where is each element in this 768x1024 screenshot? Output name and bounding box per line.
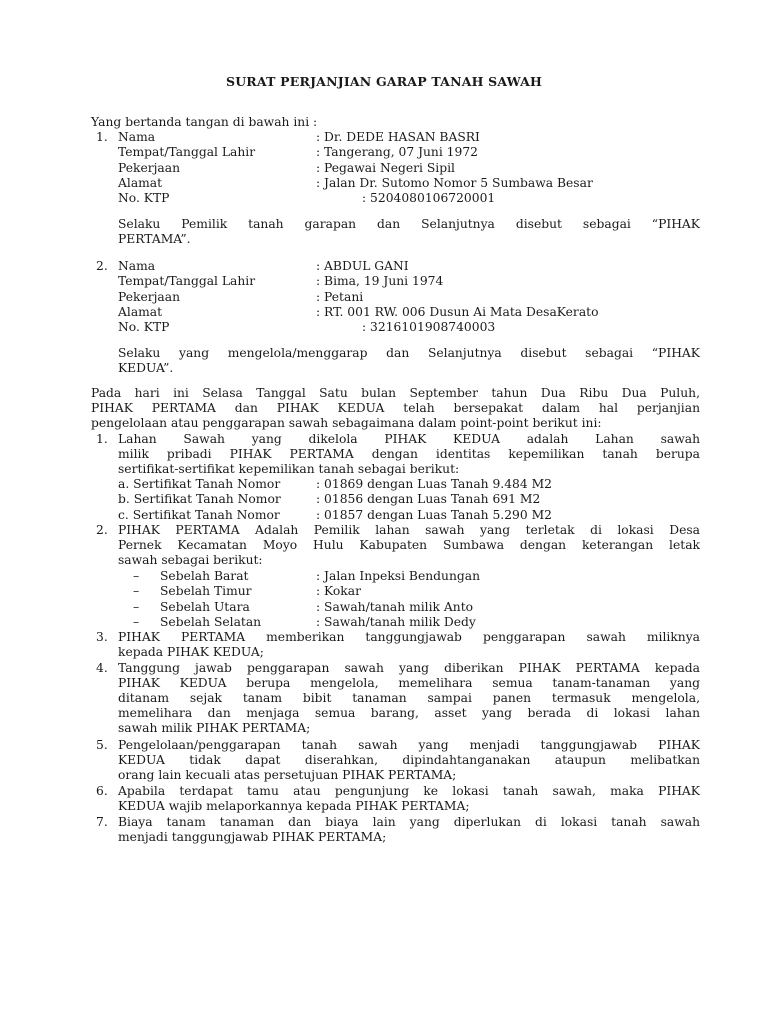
document-title: SURAT PERJANJIAN GARAP TANAH SAWAH: [225, 74, 543, 89]
field-value: : Bima, 19 Juni 1974: [316, 274, 444, 289]
agreement-intro-line-1: Pada hari ini Selasa Tanggal Satu bulan September tahun Dua Ribu Dua Puluh,: [91, 386, 700, 400]
point-1-number: 1.: [96, 432, 108, 446]
point-6-number: 6.: [96, 784, 108, 798]
agreement-intro-line-3: pengelolaan atau penggarapan sawah sebagaimana dalam point-point berikut ini:: [91, 416, 602, 430]
certificate-value: : 01857 dengan Luas Tanah 5.290 M2: [316, 507, 553, 522]
field-label: Alamat: [118, 304, 163, 319]
dash-bullet: –: [133, 584, 140, 599]
party-2-statement-line-1: Selaku yang mengelola/menggarap dan Selanjutnya disebut sebagai “PIHAK: [118, 346, 700, 360]
certificate-item: [0, 492, 768, 507]
point-4-line-1: Tanggung jawab penggarapan sawah yang diberikan PIHAK PERTAMA kepada: [118, 661, 700, 675]
border-item: [0, 584, 768, 599]
border-value: : Kokar: [316, 584, 361, 599]
certificate-label: b. Sertifikat Tanah Nomor: [118, 492, 281, 507]
field-value: : Petani: [316, 289, 364, 304]
field-value: : 5204080106720001: [362, 191, 496, 206]
border-list: [0, 569, 768, 630]
border-item: [0, 569, 768, 584]
agreement-intro-line-2: PIHAK PERTAMA dan PIHAK KEDUA telah bersepakat dalam hal perjanjian: [91, 401, 700, 415]
point-4-line-5: sawah milik PIHAK PERTAMA;: [118, 721, 311, 735]
party-1-birth-row: [0, 145, 768, 160]
party-2-job-row: [0, 290, 768, 305]
certificate-value: : 01869 dengan Luas Tanah 9.484 M2: [316, 477, 553, 491]
field-label: Alamat: [118, 175, 163, 190]
party-1-ktp-row: [0, 191, 768, 206]
field-value: : Jalan Dr. Sutomo Nomor 5 Sumbawa Besar: [316, 175, 593, 190]
point-7-line-2: menjadi tanggungjawab PIHAK PERTAMA;: [118, 830, 387, 844]
intro-line: Yang bertanda tangan di bawah ini :: [91, 115, 318, 129]
point-7-number: 7.: [96, 815, 108, 829]
party-2-number: 2.: [96, 259, 108, 273]
dash-bullet: –: [133, 599, 140, 614]
dash-bullet: –: [133, 614, 140, 629]
point-4-number: 4.: [96, 661, 108, 675]
border-value: : Sawah/tanah milik Anto: [316, 599, 474, 614]
party-2-birth-row: [0, 274, 768, 289]
field-label: Tempat/Tanggal Lahir: [118, 274, 256, 289]
field-label: Nama: [118, 130, 156, 144]
certificate-label: a. Sertifikat Tanah Nomor: [118, 477, 281, 491]
party-1-statement-line-1: Selaku Pemilik tanah garapan dan Selanjutnya disebut sebagai “PIHAK: [118, 217, 700, 231]
field-label: Pekerjaan: [118, 160, 181, 175]
border-label: Sebelah Timur: [160, 584, 252, 599]
border-value: : Sawah/tanah milik Dedy: [316, 614, 476, 629]
party-2-ktp-row: [0, 320, 768, 335]
party-1-number: 1.: [96, 130, 108, 144]
point-2-line-3: sawah sebagai berikut:: [118, 553, 263, 567]
certificate-item: [0, 508, 768, 523]
dash-bullet: –: [133, 569, 140, 583]
border-value: : Jalan Inpeksi Bendungan: [316, 569, 481, 583]
point-1-line-2: milik pribadi PIHAK PERTAMA dengan identitas kepemilikan tanah berupa: [118, 447, 700, 461]
point-6-line-1: Apabila terdapat tamu atau pengunjung ke lokasi tanah sawah, maka PIHAK: [118, 784, 700, 798]
party-2-section: [0, 259, 768, 335]
point-2-line-1: PIHAK PERTAMA Adalah Pemilik lahan sawah yang terletak di lokasi Desa: [118, 523, 700, 537]
point-1-line-1: Lahan Sawah yang dikelola PIHAK KEDUA adalah Lahan sawah: [118, 432, 700, 446]
party-1-address-row: [0, 176, 768, 191]
certificate-item: [0, 477, 768, 492]
party-1-section: [0, 130, 768, 206]
certificate-value: : 01856 dengan Luas Tanah 691 M2: [316, 492, 541, 507]
border-item: [0, 615, 768, 630]
field-label: Tempat/Tanggal Lahir: [118, 145, 256, 160]
party-2-name-row: [0, 259, 768, 274]
party-2-address-row: [0, 305, 768, 320]
border-label: Sebelah Selatan: [160, 614, 262, 629]
point-4-line-4: memelihara dan menjaga semua barang, asset yang berada di lokasi lahan: [118, 706, 700, 720]
point-4-line-2: PIHAK KEDUA berupa mengelola, memelihara semua tanam-tanaman yang: [118, 676, 700, 690]
point-3-line-1: PIHAK PERTAMA memberikan tanggungjawab penggarapan sawah miliknya: [118, 630, 700, 644]
border-item: [0, 600, 768, 615]
certificate-label: c. Sertifikat Tanah Nomor: [118, 507, 280, 522]
certificate-list: [0, 477, 768, 523]
field-value: : ABDUL GANI: [316, 259, 409, 273]
border-label: Sebelah Utara: [160, 599, 250, 614]
field-label: Nama: [118, 259, 156, 273]
point-6-line-2: KEDUA wajib melaporkannya kepada PIHAK PERTAMA;: [118, 799, 470, 813]
field-value: : Dr. DEDE HASAN BASRI: [316, 130, 480, 144]
party-2-statement-line-2: KEDUA”.: [118, 361, 174, 375]
point-5-line-2: KEDUA tidak dapat diserahkan, dipindahtanganakan ataupun melibatkan: [118, 753, 700, 767]
point-4-line-3: ditanam sejak tanam bibit tanaman sampai panen termasuk mengelola,: [118, 691, 700, 705]
party-1-job-row: [0, 161, 768, 176]
point-2-line-2: Pernek Kecamatan Moyo Hulu Kabupaten Sumbawa dengan keterangan letak: [118, 538, 700, 552]
point-2-number: 2.: [96, 523, 108, 537]
field-value: : Pegawai Negeri Sipil: [316, 160, 455, 175]
point-5-line-1: Pengelolaan/penggarapan tanah sawah yang menjadi tanggungjawab PIHAK: [118, 738, 700, 752]
field-value: : 3216101908740003: [362, 320, 496, 335]
field-label: No. KTP: [118, 191, 170, 206]
field-value: : RT. 001 RW. 006 Dusun Ai Mata DesaKerato: [316, 304, 599, 319]
point-1-line-3: sertifikat-sertifikat kepemilikan tanah sebagai berikut:: [118, 462, 460, 476]
point-5-number: 5.: [96, 738, 108, 752]
field-label: Pekerjaan: [118, 289, 181, 304]
point-3-number: 3.: [96, 630, 108, 644]
field-value: : Tangerang, 07 Juni 1972: [316, 145, 478, 160]
point-3-line-2: kepada PIHAK KEDUA;: [118, 645, 264, 659]
party-1-statement-line-2: PERTAMA”.: [118, 232, 191, 246]
point-5-line-3: orang lain kecuali atas persetujuan PIHAK PERTAMA;: [118, 768, 457, 782]
border-label: Sebelah Barat: [160, 569, 249, 583]
field-label: No. KTP: [118, 320, 170, 335]
party-1-name-row: [0, 130, 768, 145]
point-7-line-1: Biaya tanam tanaman dan biaya lain yang diperlukan di lokasi tanah sawah: [118, 815, 700, 829]
